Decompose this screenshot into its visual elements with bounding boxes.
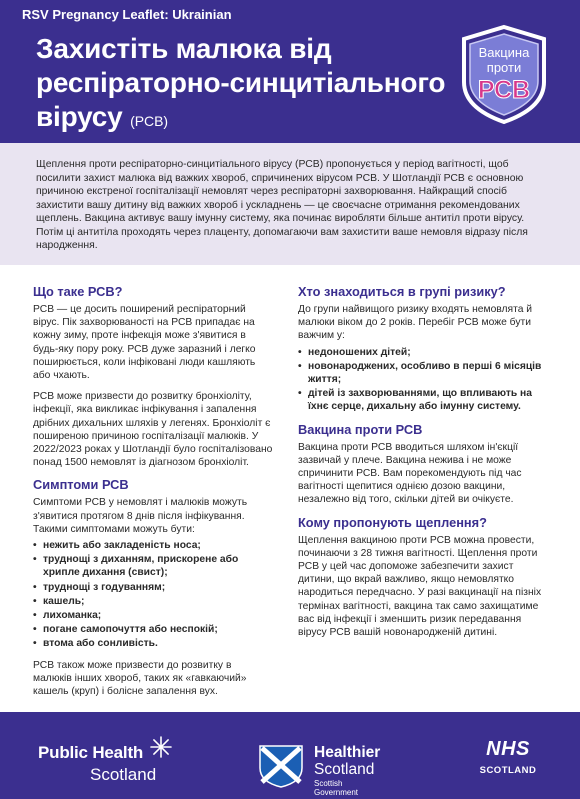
nhs-text: NHS	[486, 738, 530, 760]
public-health-scotland-logo	[38, 743, 156, 785]
vaccine-text: Вакцина проти РСВ вводиться шляхом ін'єкції зазвичай у плече. Вакцина нежива і не може спричинити РСВ. Вам порекомендують під час вагітності щепитися однією дозою вакцини, незалежно від того, скільки дітей ви очікуєте.	[298, 441, 522, 506]
list-item: • недоношених дітей;	[298, 346, 550, 359]
phs-line1: Public Health	[38, 743, 144, 762]
intro-section	[0, 143, 580, 265]
list-item: • лихоманка;	[33, 609, 273, 622]
hs-gov	[314, 779, 358, 797]
title-suffix: (РСВ)	[130, 113, 169, 129]
list-item: • дітей із захворюваннями, що впливають на їхнє серце, дихальну або імунну систему.	[298, 387, 550, 413]
saltire-flag-icon	[256, 744, 306, 788]
footer-banner	[0, 712, 580, 799]
symptoms-intro: Симптоми РСВ у немовлят і малюків можуть з'явитися протягом 8 днів після інфікування. Такими симптомами можуть бути:	[33, 497, 248, 535]
what-is-rsv-text-2: РСВ може призвести до розвитку бронхіоліту, інфекції, яка викликає інфікування і запалення дрібних дихальних шляхів у легенях. Бронхіоліт є поширеною причиною госпіталізації малюків. У 2022/2023 роках у Шотландії було госпіталізовано понад 1500 немовлят із діагнозом бронхіоліт.	[33, 391, 273, 469]
hs-line4: Government	[314, 788, 359, 797]
who-offered-heading: Кому пропонують щеплення?	[298, 514, 487, 530]
risk-group-section	[298, 284, 550, 414]
vaccine-heading: Вакцина проти РСВ	[298, 421, 423, 437]
nhs-scotland-logo	[472, 738, 544, 776]
symptoms-heading: Симптоми РСВ	[33, 477, 129, 493]
vaccine-section	[298, 422, 550, 507]
title-text: Захистіть малюка від респіраторно-синцитіального вірусу	[36, 33, 446, 132]
left-column	[33, 284, 273, 706]
right-column	[298, 284, 550, 647]
what-is-rsv-heading: Що таке РСВ?	[33, 284, 123, 299]
risk-group-intro: До групи найвищого ризику входять немовлята й малюки віком до 2 років. Перебіг РСВ може бути важчим у:	[298, 304, 533, 342]
list-item: • новонароджених, особливо в перші 6 місяців життя;	[298, 360, 550, 386]
list-item: • труднощі з диханням, прискорене або хрипле дихання (свист);	[33, 553, 273, 579]
list-item: • втома або сонливість.	[33, 637, 273, 650]
hs-line1: Healthier	[314, 744, 381, 761]
badge-line3: РСВ	[477, 76, 531, 104]
who-offered-text: Щеплення вакциною проти РСВ можна провести, починаючи з 28 тижня вагітності. Щеплення проти РСВ у цей час допоможе забезпечити захист дитини, що вкрай важливо, якщо немовлятко народиться передчасно. У разі вакцинації на пізніх термінах вагітності, вакцина так само захищатиме вас від інфекції і зменшить ризик передавання вірусу РСВ вашій новонародженій дитині.	[298, 534, 542, 639]
header-banner	[0, 0, 580, 143]
nhs-subtext: SCOTLAND	[479, 765, 537, 776]
leaflet-tag: RSV Pregnancy Leaflet: Ukrainian	[22, 7, 232, 22]
symptoms-list	[33, 539, 273, 651]
what-is-rsv-text-1: РСВ — це досить поширений респіраторний вірус. Пік захворюваності на РСВ припадає на кожну зиму, проте інфекція може з'явитися в будь-яку пору року. РСВ дуже заразний і легко поширюється, коли інфіковані люди кашляють або чхають.	[33, 304, 256, 382]
page-title	[36, 32, 446, 138]
badge-line2: проти	[486, 60, 522, 75]
intro-text: Щеплення проти респіраторно-синцитіального вірусу (РСВ) пропонується у період вагітності, щоб посилити захист малюка від важких хвороб, спричинених вірусом РСВ. У Шотландії РСВ є основною причиною екстреної госпіталізації немовлят через респіраторні захворювання. Найкращий спосіб захистити вашу дитину від важких хвороб і ускладнень — це своєчасне отримання рекомендованих щеплень. Вакцина активує вашу імунну систему, яка починає виробляти більше антитіл проти вірусу. Потім ці антитіла проходять через плаценту, допомагаючи вам захистити ваше немовля відразу після народження.	[36, 159, 528, 251]
risk-group-heading: Хто знаходиться в групі ризику?	[298, 284, 506, 299]
risk-group-list	[298, 346, 550, 414]
list-item: • кашель;	[33, 595, 273, 608]
list-item: • погане самопочуття або неспокій;	[33, 623, 273, 636]
phs-line2: Scotland	[90, 765, 157, 784]
hs-line2: Scotland	[314, 761, 375, 778]
hs-line3: Scottish	[314, 779, 343, 788]
who-offered-section	[298, 515, 550, 640]
what-is-rsv-section	[33, 284, 273, 469]
symptoms-outro: РСВ також може призвести до розвитку в малюків інших хвороб, таких як «гавкаючий» кашель (круп) і болісне запалення вух.	[33, 659, 247, 698]
list-item: • нежить або закладеність носа;	[33, 539, 273, 552]
badge-line1: Вакцина	[478, 45, 530, 60]
symptoms-section	[33, 477, 273, 698]
rsv-vaccine-badge	[458, 24, 550, 124]
list-item: • труднощі з годуванням;	[33, 581, 273, 594]
starburst-icon	[150, 736, 172, 758]
